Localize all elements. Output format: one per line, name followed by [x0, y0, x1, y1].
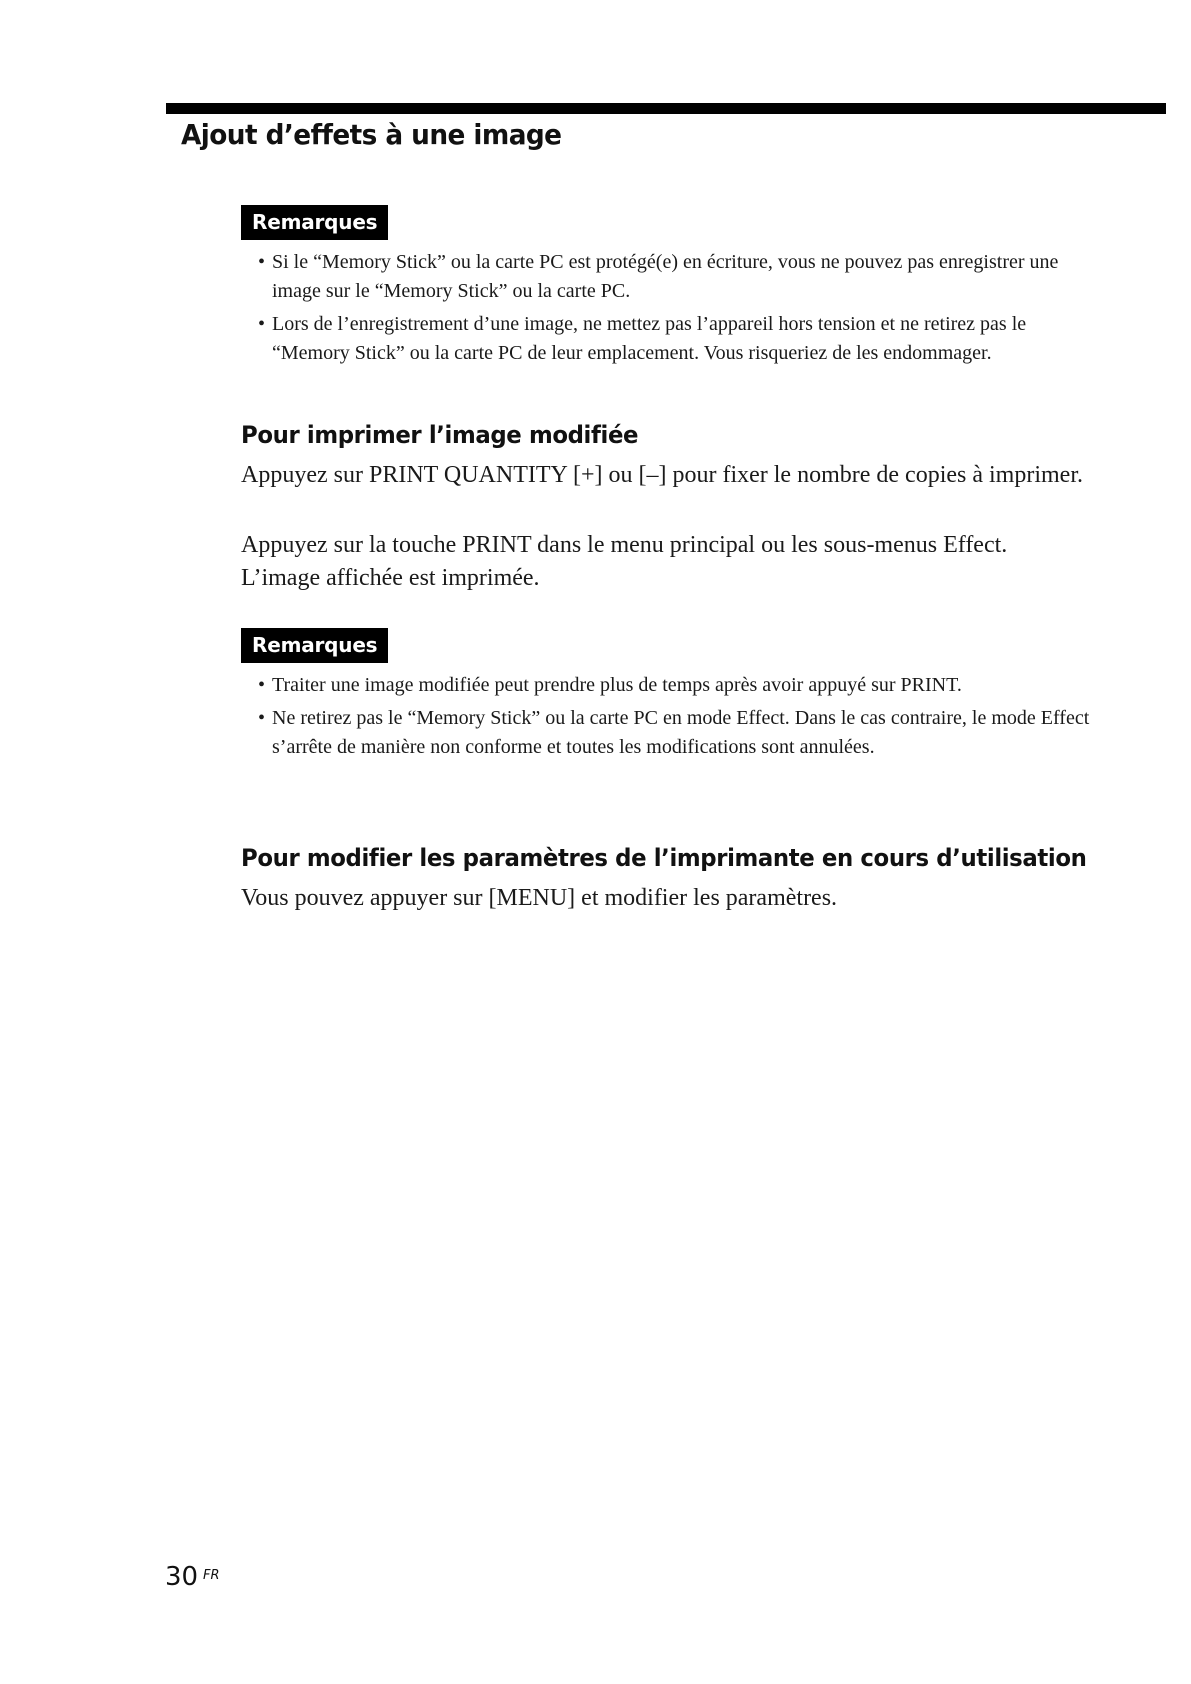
- note-text: Traiter une image modifiée peut prendre plus de temps après avoir appuyé sur PRINT.: [272, 674, 962, 696]
- list-item: [241, 248, 1091, 306]
- bullet-icon: •: [258, 707, 266, 729]
- section-heading-settings: Pour modifier les paramètres de l’imprimante en cours d’utilisation: [241, 844, 1087, 872]
- notes-list: [241, 248, 1091, 372]
- note-text: Si le “Memory Stick” ou la carte PC est protégé(e) en écriture, vous ne pouvez pas enregistrer une image sur le “Memory Stick” ou la carte PC.: [272, 251, 1059, 302]
- note-text: Ne retirez pas le “Memory Stick” ou la carte PC en mode Effect. Dans le cas contraire, le mode Effect s’arrête de manière non conforme et toutes les modifications sont annulées.: [272, 707, 1090, 758]
- list-item: [241, 310, 1091, 368]
- list-item: [241, 704, 1091, 762]
- bullet-icon: •: [258, 674, 266, 696]
- list-item: [241, 671, 1091, 700]
- settings-instruction: Vous pouvez appuyer sur [MENU] et modifier les paramètres.: [241, 885, 838, 911]
- print-instruction-1: Appuyez sur PRINT QUANTITY [+] ou [–] pour fixer le nombre de copies à imprimer.: [241, 462, 1083, 488]
- print-instruction-2: Appuyez sur la touche PRINT dans le menu principal ou les sous-menus Effect. L’image affichée est imprimée.: [241, 532, 1008, 591]
- notes-list: [241, 671, 1091, 766]
- bullet-icon: •: [258, 251, 266, 273]
- page-title: Ajout d’effets à une image: [181, 118, 562, 151]
- header-rule: [166, 103, 1166, 114]
- notes-label: Remarques: [241, 628, 388, 663]
- notes-label: Remarques: [241, 205, 388, 240]
- bullet-icon: •: [258, 313, 266, 335]
- page-language: FR: [203, 1568, 220, 1583]
- section-heading-print: Pour imprimer l’image modifiée: [241, 421, 639, 449]
- note-text: Lors de l’enregistrement d’une image, ne mettez pas l’appareil hors tension et ne retirez pas le “Memory Stick” ou la carte PC de leur emplacement. Vous risqueriez de les endommager.: [272, 313, 1027, 364]
- page-number: 30: [165, 1562, 199, 1592]
